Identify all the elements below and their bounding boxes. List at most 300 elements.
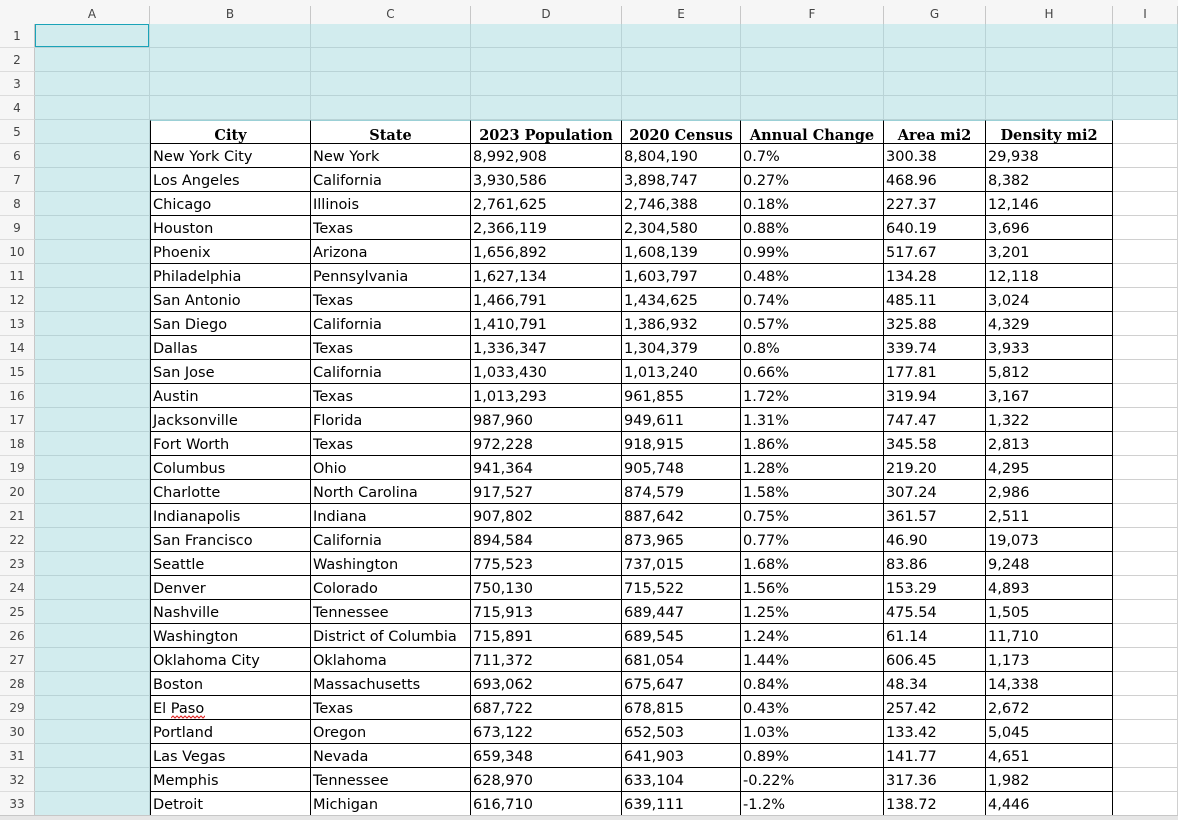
cell-c30[interactable]: Oregon xyxy=(311,720,471,744)
row-header-12[interactable]: 12 xyxy=(0,288,35,312)
cell-f27[interactable]: 1.44% xyxy=(741,648,884,672)
cell-i27[interactable] xyxy=(1113,648,1178,672)
row-header-2[interactable]: 2 xyxy=(0,48,35,72)
cell-f25[interactable]: 1.25% xyxy=(741,600,884,624)
cell-a8[interactable] xyxy=(35,192,150,216)
cell-e18[interactable]: 918,915 xyxy=(622,432,741,456)
cell-i10[interactable] xyxy=(1113,240,1178,264)
cell-d28[interactable]: 693,062 xyxy=(471,672,622,696)
cell-d17[interactable]: 987,960 xyxy=(471,408,622,432)
cell-b28[interactable]: Boston xyxy=(150,672,311,696)
cell-i13[interactable] xyxy=(1113,312,1178,336)
cell-a23[interactable] xyxy=(35,552,150,576)
cell-i23[interactable] xyxy=(1113,552,1178,576)
cell-i14[interactable] xyxy=(1113,336,1178,360)
cell-f19[interactable]: 1.28% xyxy=(741,456,884,480)
cell-c27[interactable]: Oklahoma xyxy=(311,648,471,672)
cell-c6[interactable]: New York xyxy=(311,144,471,168)
row-header-8[interactable]: 8 xyxy=(0,192,35,216)
row-header-25[interactable]: 25 xyxy=(0,600,35,624)
cell-b7[interactable]: Los Angeles xyxy=(150,168,311,192)
cell-c3[interactable] xyxy=(311,72,471,96)
cell-d7[interactable]: 3,930,586 xyxy=(471,168,622,192)
cell-i25[interactable] xyxy=(1113,600,1178,624)
cell-e28[interactable]: 675,647 xyxy=(622,672,741,696)
cell-h9[interactable]: 3,696 xyxy=(986,216,1113,240)
cell-d19[interactable]: 941,364 xyxy=(471,456,622,480)
cell-d27[interactable]: 711,372 xyxy=(471,648,622,672)
row-header-29[interactable]: 29 xyxy=(0,696,35,720)
cell-g7[interactable]: 468.96 xyxy=(884,168,986,192)
cell-g13[interactable]: 325.88 xyxy=(884,312,986,336)
cell-a28[interactable] xyxy=(35,672,150,696)
cell-i30[interactable] xyxy=(1113,720,1178,744)
cell-c1[interactable] xyxy=(311,24,471,48)
cell-a7[interactable] xyxy=(35,168,150,192)
cell-g12[interactable]: 485.11 xyxy=(884,288,986,312)
cell-f3[interactable] xyxy=(741,72,884,96)
cell-d2[interactable] xyxy=(471,48,622,72)
cell-g31[interactable]: 141.77 xyxy=(884,744,986,768)
cell-i19[interactable] xyxy=(1113,456,1178,480)
cell-c17[interactable]: Florida xyxy=(311,408,471,432)
header-cell-e[interactable]: 2020 Census xyxy=(622,120,741,144)
column-header-g[interactable]: G xyxy=(884,6,986,24)
cell-i31[interactable] xyxy=(1113,744,1178,768)
cell-f32[interactable]: -0.22% xyxy=(741,768,884,792)
cell-d15[interactable]: 1,033,430 xyxy=(471,360,622,384)
cell-g10[interactable]: 517.67 xyxy=(884,240,986,264)
cell-g26[interactable]: 61.14 xyxy=(884,624,986,648)
cell-f31[interactable]: 0.89% xyxy=(741,744,884,768)
cell-d31[interactable]: 659,348 xyxy=(471,744,622,768)
cell-a21[interactable] xyxy=(35,504,150,528)
row-header-7[interactable]: 7 xyxy=(0,168,35,192)
cell-a31[interactable] xyxy=(35,744,150,768)
cell-e17[interactable]: 949,611 xyxy=(622,408,741,432)
cell-b18[interactable]: Fort Worth xyxy=(150,432,311,456)
row-header-5[interactable]: 5 xyxy=(0,120,35,144)
cell-a11[interactable] xyxy=(35,264,150,288)
cell-a22[interactable] xyxy=(35,528,150,552)
cell-h33[interactable]: 4,446 xyxy=(986,792,1113,816)
cell-d3[interactable] xyxy=(471,72,622,96)
cell-h14[interactable]: 3,933 xyxy=(986,336,1113,360)
cell-a4[interactable] xyxy=(35,96,150,120)
cell-h7[interactable]: 8,382 xyxy=(986,168,1113,192)
row-header-19[interactable]: 19 xyxy=(0,456,35,480)
cell-b17[interactable]: Jacksonville xyxy=(150,408,311,432)
cell-e26[interactable]: 689,545 xyxy=(622,624,741,648)
row-header-31[interactable]: 31 xyxy=(0,744,35,768)
cell-h22[interactable]: 19,073 xyxy=(986,528,1113,552)
cell-g22[interactable]: 46.90 xyxy=(884,528,986,552)
row-header-11[interactable]: 11 xyxy=(0,264,35,288)
cell-b11[interactable]: Philadelphia xyxy=(150,264,311,288)
cell-h20[interactable]: 2,986 xyxy=(986,480,1113,504)
cell-i1[interactable] xyxy=(1113,24,1178,48)
cell-c19[interactable]: Ohio xyxy=(311,456,471,480)
cell-b33[interactable]: Detroit xyxy=(150,792,311,816)
cell-c29[interactable]: Texas xyxy=(311,696,471,720)
cell-f10[interactable]: 0.99% xyxy=(741,240,884,264)
cell-h19[interactable]: 4,295 xyxy=(986,456,1113,480)
cell-a10[interactable] xyxy=(35,240,150,264)
cell-c24[interactable]: Colorado xyxy=(311,576,471,600)
cell-d16[interactable]: 1,013,293 xyxy=(471,384,622,408)
row-header-28[interactable]: 28 xyxy=(0,672,35,696)
cell-d10[interactable]: 1,656,892 xyxy=(471,240,622,264)
cell-h12[interactable]: 3,024 xyxy=(986,288,1113,312)
row-header-4[interactable]: 4 xyxy=(0,96,35,120)
cell-e6[interactable]: 8,804,190 xyxy=(622,144,741,168)
row-header-24[interactable]: 24 xyxy=(0,576,35,600)
cell-h6[interactable]: 29,938 xyxy=(986,144,1113,168)
cell-i2[interactable] xyxy=(1113,48,1178,72)
cell-b32[interactable]: Memphis xyxy=(150,768,311,792)
cell-d14[interactable]: 1,336,347 xyxy=(471,336,622,360)
cell-c13[interactable]: California xyxy=(311,312,471,336)
row-header-32[interactable]: 32 xyxy=(0,768,35,792)
cell-f8[interactable]: 0.18% xyxy=(741,192,884,216)
cell-c4[interactable] xyxy=(311,96,471,120)
cell-f21[interactable]: 0.75% xyxy=(741,504,884,528)
cell-c16[interactable]: Texas xyxy=(311,384,471,408)
column-header-c[interactable]: C xyxy=(311,6,471,24)
cell-g25[interactable]: 475.54 xyxy=(884,600,986,624)
cell-c25[interactable]: Tennessee xyxy=(311,600,471,624)
cell-h23[interactable]: 9,248 xyxy=(986,552,1113,576)
cell-e31[interactable]: 641,903 xyxy=(622,744,741,768)
cell-f14[interactable]: 0.8% xyxy=(741,336,884,360)
header-cell-h[interactable]: Density mi2 xyxy=(986,120,1113,144)
cell-h10[interactable]: 3,201 xyxy=(986,240,1113,264)
cell-a2[interactable] xyxy=(35,48,150,72)
cell-b30[interactable]: Portland xyxy=(150,720,311,744)
cell-a5[interactable] xyxy=(35,120,150,144)
column-header-b[interactable]: B xyxy=(150,6,311,24)
cell-i7[interactable] xyxy=(1113,168,1178,192)
cell-h26[interactable]: 11,710 xyxy=(986,624,1113,648)
cell-d32[interactable]: 628,970 xyxy=(471,768,622,792)
cell-i18[interactable] xyxy=(1113,432,1178,456)
cell-e8[interactable]: 2,746,388 xyxy=(622,192,741,216)
cell-b1[interactable] xyxy=(150,24,311,48)
row-header-6[interactable]: 6 xyxy=(0,144,35,168)
cell-b23[interactable]: Seattle xyxy=(150,552,311,576)
row-header-22[interactable]: 22 xyxy=(0,528,35,552)
cell-d8[interactable]: 2,761,625 xyxy=(471,192,622,216)
cell-f9[interactable]: 0.88% xyxy=(741,216,884,240)
row-header-30[interactable]: 30 xyxy=(0,720,35,744)
cell-i20[interactable] xyxy=(1113,480,1178,504)
cell-a32[interactable] xyxy=(35,768,150,792)
cell-h27[interactable]: 1,173 xyxy=(986,648,1113,672)
cell-f18[interactable]: 1.86% xyxy=(741,432,884,456)
cell-i3[interactable] xyxy=(1113,72,1178,96)
cell-a29[interactable] xyxy=(35,696,150,720)
cell-d12[interactable]: 1,466,791 xyxy=(471,288,622,312)
cell-a26[interactable] xyxy=(35,624,150,648)
cell-c26[interactable]: District of Columbia xyxy=(311,624,471,648)
column-header-a[interactable]: A xyxy=(35,6,150,24)
cell-b14[interactable]: Dallas xyxy=(150,336,311,360)
cell-a25[interactable] xyxy=(35,600,150,624)
column-header-h[interactable]: H xyxy=(986,6,1113,24)
cell-i11[interactable] xyxy=(1113,264,1178,288)
cell-d21[interactable]: 907,802 xyxy=(471,504,622,528)
cell-h15[interactable]: 5,812 xyxy=(986,360,1113,384)
cell-g21[interactable]: 361.57 xyxy=(884,504,986,528)
cell-a14[interactable] xyxy=(35,336,150,360)
cell-h21[interactable]: 2,511 xyxy=(986,504,1113,528)
cell-c8[interactable]: Illinois xyxy=(311,192,471,216)
cell-h24[interactable]: 4,893 xyxy=(986,576,1113,600)
header-cell-b[interactable]: City xyxy=(150,120,311,144)
cell-c28[interactable]: Massachusetts xyxy=(311,672,471,696)
row-header-3[interactable]: 3 xyxy=(0,72,35,96)
cell-d33[interactable]: 616,710 xyxy=(471,792,622,816)
row-header-21[interactable]: 21 xyxy=(0,504,35,528)
cell-c21[interactable]: Indiana xyxy=(311,504,471,528)
cell-b25[interactable]: Nashville xyxy=(150,600,311,624)
cell-a16[interactable] xyxy=(35,384,150,408)
cell-g27[interactable]: 606.45 xyxy=(884,648,986,672)
cell-i17[interactable] xyxy=(1113,408,1178,432)
cell-e21[interactable]: 887,642 xyxy=(622,504,741,528)
cell-f24[interactable]: 1.56% xyxy=(741,576,884,600)
cell-g32[interactable]: 317.36 xyxy=(884,768,986,792)
cell-c20[interactable]: North Carolina xyxy=(311,480,471,504)
cell-g16[interactable]: 319.94 xyxy=(884,384,986,408)
cell-f23[interactable]: 1.68% xyxy=(741,552,884,576)
cell-d1[interactable] xyxy=(471,24,622,48)
cell-i22[interactable] xyxy=(1113,528,1178,552)
row-header-1[interactable]: 1 xyxy=(0,24,35,48)
cell-h31[interactable]: 4,651 xyxy=(986,744,1113,768)
cell-h4[interactable] xyxy=(986,96,1113,120)
cell-i8[interactable] xyxy=(1113,192,1178,216)
row-header-23[interactable]: 23 xyxy=(0,552,35,576)
cell-b2[interactable] xyxy=(150,48,311,72)
cell-b22[interactable]: San Francisco xyxy=(150,528,311,552)
cell-e33[interactable]: 639,111 xyxy=(622,792,741,816)
row-header-15[interactable]: 15 xyxy=(0,360,35,384)
cell-c12[interactable]: Texas xyxy=(311,288,471,312)
cell-f4[interactable] xyxy=(741,96,884,120)
cell-a18[interactable] xyxy=(35,432,150,456)
cell-b29[interactable]: El Paso xyxy=(150,696,311,720)
cell-g17[interactable]: 747.47 xyxy=(884,408,986,432)
cell-a19[interactable] xyxy=(35,456,150,480)
cell-f30[interactable]: 1.03% xyxy=(741,720,884,744)
cell-h18[interactable]: 2,813 xyxy=(986,432,1113,456)
cell-c9[interactable]: Texas xyxy=(311,216,471,240)
row-header-9[interactable]: 9 xyxy=(0,216,35,240)
cell-f13[interactable]: 0.57% xyxy=(741,312,884,336)
cell-b19[interactable]: Columbus xyxy=(150,456,311,480)
row-header-33[interactable]: 33 xyxy=(0,792,35,816)
cell-f6[interactable]: 0.7% xyxy=(741,144,884,168)
cell-a30[interactable] xyxy=(35,720,150,744)
cell-e22[interactable]: 873,965 xyxy=(622,528,741,552)
column-header-e[interactable]: E xyxy=(622,6,741,24)
cell-i21[interactable] xyxy=(1113,504,1178,528)
cell-g8[interactable]: 227.37 xyxy=(884,192,986,216)
cell-b9[interactable]: Houston xyxy=(150,216,311,240)
cell-c10[interactable]: Arizona xyxy=(311,240,471,264)
cell-i9[interactable] xyxy=(1113,216,1178,240)
cell-a3[interactable] xyxy=(35,72,150,96)
cell-b13[interactable]: San Diego xyxy=(150,312,311,336)
row-header-26[interactable]: 26 xyxy=(0,624,35,648)
cell-g33[interactable]: 138.72 xyxy=(884,792,986,816)
cell-d30[interactable]: 673,122 xyxy=(471,720,622,744)
cell-d11[interactable]: 1,627,134 xyxy=(471,264,622,288)
cell-b26[interactable]: Washington xyxy=(150,624,311,648)
cell-b12[interactable]: San Antonio xyxy=(150,288,311,312)
cell-e2[interactable] xyxy=(622,48,741,72)
cell-g14[interactable]: 339.74 xyxy=(884,336,986,360)
cell-d18[interactable]: 972,228 xyxy=(471,432,622,456)
row-header-18[interactable]: 18 xyxy=(0,432,35,456)
cell-h16[interactable]: 3,167 xyxy=(986,384,1113,408)
cell-h2[interactable] xyxy=(986,48,1113,72)
cell-d4[interactable] xyxy=(471,96,622,120)
row-header-10[interactable]: 10 xyxy=(0,240,35,264)
cell-a12[interactable] xyxy=(35,288,150,312)
cell-i29[interactable] xyxy=(1113,696,1178,720)
cell-h25[interactable]: 1,505 xyxy=(986,600,1113,624)
cell-b15[interactable]: San Jose xyxy=(150,360,311,384)
cell-g28[interactable]: 48.34 xyxy=(884,672,986,696)
cell-e27[interactable]: 681,054 xyxy=(622,648,741,672)
cell-c15[interactable]: California xyxy=(311,360,471,384)
cell-f29[interactable]: 0.43% xyxy=(741,696,884,720)
cell-a20[interactable] xyxy=(35,480,150,504)
cell-i26[interactable] xyxy=(1113,624,1178,648)
horizontal-scrollbar[interactable] xyxy=(0,815,1178,820)
cell-f33[interactable]: -1.2% xyxy=(741,792,884,816)
column-header-d[interactable]: D xyxy=(471,6,622,24)
cell-i32[interactable] xyxy=(1113,768,1178,792)
cell-d26[interactable]: 715,891 xyxy=(471,624,622,648)
cell-g11[interactable]: 134.28 xyxy=(884,264,986,288)
cell-e13[interactable]: 1,386,932 xyxy=(622,312,741,336)
cell-e14[interactable]: 1,304,379 xyxy=(622,336,741,360)
cell-d20[interactable]: 917,527 xyxy=(471,480,622,504)
cell-h28[interactable]: 14,338 xyxy=(986,672,1113,696)
cell-h29[interactable]: 2,672 xyxy=(986,696,1113,720)
header-cell-g[interactable]: Area mi2 xyxy=(884,120,986,144)
cell-a13[interactable] xyxy=(35,312,150,336)
cell-g6[interactable]: 300.38 xyxy=(884,144,986,168)
cell-h13[interactable]: 4,329 xyxy=(986,312,1113,336)
cell-h32[interactable]: 1,982 xyxy=(986,768,1113,792)
cell-f15[interactable]: 0.66% xyxy=(741,360,884,384)
cell-g29[interactable]: 257.42 xyxy=(884,696,986,720)
cell-f2[interactable] xyxy=(741,48,884,72)
cell-g2[interactable] xyxy=(884,48,986,72)
cell-f12[interactable]: 0.74% xyxy=(741,288,884,312)
cell-b6[interactable]: New York City xyxy=(150,144,311,168)
cell-e15[interactable]: 1,013,240 xyxy=(622,360,741,384)
cell-a24[interactable] xyxy=(35,576,150,600)
cell-i6[interactable] xyxy=(1113,144,1178,168)
cell-e4[interactable] xyxy=(622,96,741,120)
cell-e10[interactable]: 1,608,139 xyxy=(622,240,741,264)
cell-f11[interactable]: 0.48% xyxy=(741,264,884,288)
cell-a6[interactable] xyxy=(35,144,150,168)
cell-g20[interactable]: 307.24 xyxy=(884,480,986,504)
cell-b16[interactable]: Austin xyxy=(150,384,311,408)
cell-a9[interactable] xyxy=(35,216,150,240)
cell-c33[interactable]: Michigan xyxy=(311,792,471,816)
cell-b3[interactable] xyxy=(150,72,311,96)
cell-e19[interactable]: 905,748 xyxy=(622,456,741,480)
row-header-27[interactable]: 27 xyxy=(0,648,35,672)
cell-h8[interactable]: 12,146 xyxy=(986,192,1113,216)
cell-g9[interactable]: 640.19 xyxy=(884,216,986,240)
header-cell-d[interactable]: 2023 Population xyxy=(471,120,622,144)
column-header-f[interactable]: F xyxy=(741,6,884,24)
cell-d24[interactable]: 750,130 xyxy=(471,576,622,600)
cell-e23[interactable]: 737,015 xyxy=(622,552,741,576)
cell-g30[interactable]: 133.42 xyxy=(884,720,986,744)
row-header-13[interactable]: 13 xyxy=(0,312,35,336)
cell-e29[interactable]: 678,815 xyxy=(622,696,741,720)
cell-i16[interactable] xyxy=(1113,384,1178,408)
cell-g4[interactable] xyxy=(884,96,986,120)
cell-d13[interactable]: 1,410,791 xyxy=(471,312,622,336)
cell-b21[interactable]: Indianapolis xyxy=(150,504,311,528)
cell-h30[interactable]: 5,045 xyxy=(986,720,1113,744)
cell-e30[interactable]: 652,503 xyxy=(622,720,741,744)
cell-f7[interactable]: 0.27% xyxy=(741,168,884,192)
cell-e24[interactable]: 715,522 xyxy=(622,576,741,600)
cell-c31[interactable]: Nevada xyxy=(311,744,471,768)
cell-c2[interactable] xyxy=(311,48,471,72)
cell-e1[interactable] xyxy=(622,24,741,48)
row-header-20[interactable]: 20 xyxy=(0,480,35,504)
cell-a15[interactable] xyxy=(35,360,150,384)
cell-f17[interactable]: 1.31% xyxy=(741,408,884,432)
cell-b8[interactable]: Chicago xyxy=(150,192,311,216)
cell-h17[interactable]: 1,322 xyxy=(986,408,1113,432)
cell-i33[interactable] xyxy=(1113,792,1178,816)
cell-h1[interactable] xyxy=(986,24,1113,48)
cell-f16[interactable]: 1.72% xyxy=(741,384,884,408)
cell-b4[interactable] xyxy=(150,96,311,120)
cell-e7[interactable]: 3,898,747 xyxy=(622,168,741,192)
cell-e25[interactable]: 689,447 xyxy=(622,600,741,624)
cell-d6[interactable]: 8,992,908 xyxy=(471,144,622,168)
cell-g19[interactable]: 219.20 xyxy=(884,456,986,480)
cell-g15[interactable]: 177.81 xyxy=(884,360,986,384)
cell-c14[interactable]: Texas xyxy=(311,336,471,360)
cell-d9[interactable]: 2,366,119 xyxy=(471,216,622,240)
row-header-17[interactable]: 17 xyxy=(0,408,35,432)
cell-g24[interactable]: 153.29 xyxy=(884,576,986,600)
cell-b31[interactable]: Las Vegas xyxy=(150,744,311,768)
cell-g18[interactable]: 345.58 xyxy=(884,432,986,456)
cell-f20[interactable]: 1.58% xyxy=(741,480,884,504)
cell-e16[interactable]: 961,855 xyxy=(622,384,741,408)
cell-a1[interactable] xyxy=(35,24,150,48)
header-cell-c[interactable]: State xyxy=(311,120,471,144)
cell-a17[interactable] xyxy=(35,408,150,432)
cell-b24[interactable]: Denver xyxy=(150,576,311,600)
